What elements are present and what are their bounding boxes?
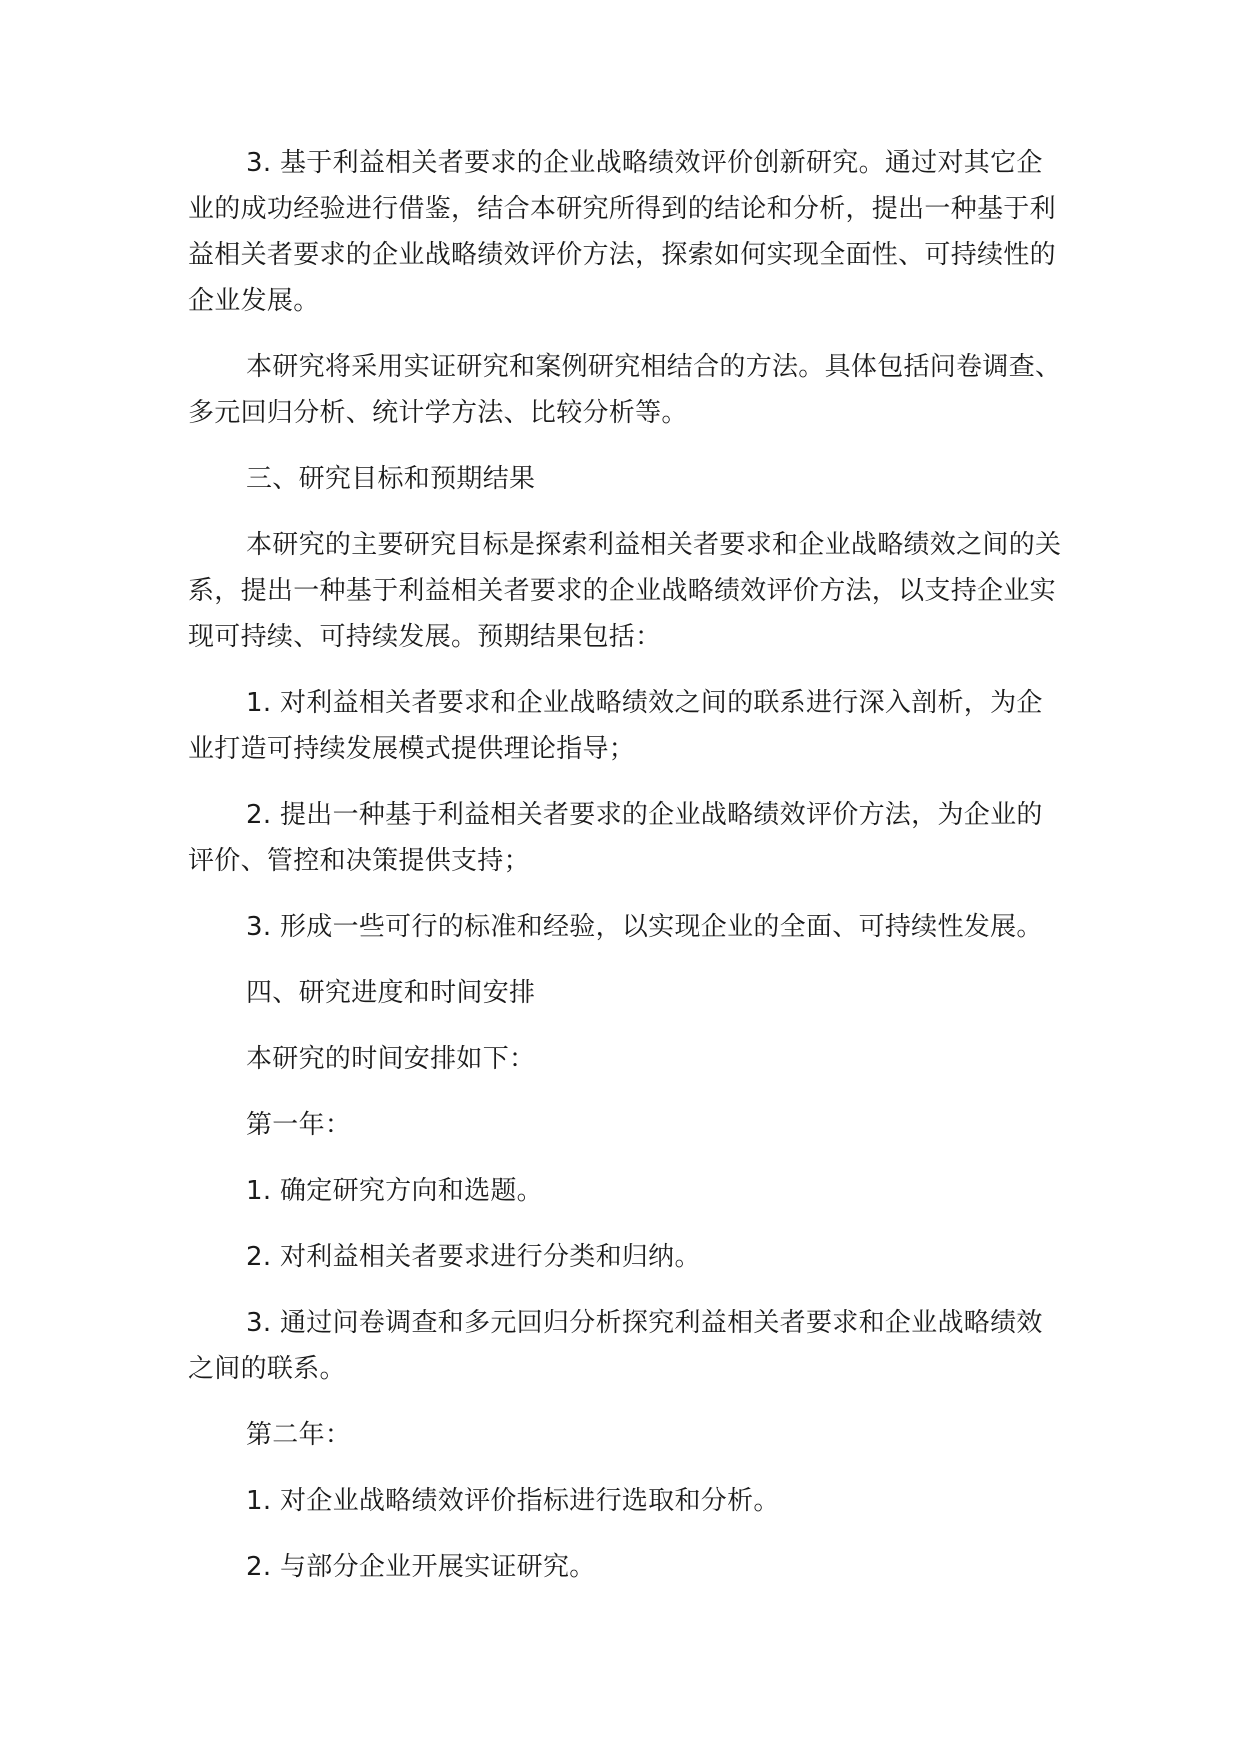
paragraph: 本研究的主要研究目标是探索利益相关者要求和企业战略绩效之间的关系，提出一种基于利益相关者要求的企业战略绩效评价方法，以支持企业实现可持续、可持续发展。预期结果包括：	[188, 530, 1062, 652]
paragraph: 本研究的时间安排如下：	[246, 1044, 536, 1074]
list-item: 3. 通过问卷调查和多元回归分析探究利益相关者要求和企业战略绩效之间的联系。	[188, 1308, 1043, 1384]
list-item: 2. 提出一种基于利益相关者要求的企业战略绩效评价方法，为企业的评价、管控和决策提供支持；	[188, 800, 1043, 876]
list-item: 1. 对利益相关者要求和企业战略绩效之间的联系进行深入剖析，为企业打造可持续发展模式提供理论指导；	[188, 688, 1043, 764]
paragraph: 本研究将采用实证研究和案例研究相结合的方法。具体包括问卷调查、多元回归分析、统计学方法、比较分析等。	[188, 352, 1062, 428]
section-heading: 四、研究进度和时间安排	[246, 978, 536, 1008]
list-item: 1. 确定研究方向和选题。	[246, 1176, 543, 1206]
year-heading: 第二年：	[246, 1420, 352, 1450]
list-item: 3. 形成一些可行的标准和经验，以实现企业的全面、可持续性发展。	[246, 912, 1043, 942]
list-item: 1. 对企业战略绩效评价指标进行选取和分析。	[246, 1486, 780, 1516]
list-item: 2. 对利益相关者要求进行分类和归纳。	[246, 1242, 701, 1272]
document-body	[188, 140, 1068, 1610]
paragraph: 3. 基于利益相关者要求的企业战略绩效评价创新研究。通过对其它企业的成功经验进行借鉴，结合本研究所得到的结论和分析，提出一种基于利益相关者要求的企业战略绩效评价方法，探索如何实现全面性、可持续性的企业发展。	[188, 148, 1056, 316]
year-heading: 第一年：	[246, 1110, 352, 1140]
list-item: 2. 与部分企业开展实证研究。	[246, 1552, 596, 1582]
section-heading: 三、研究目标和预期结果	[246, 464, 536, 494]
